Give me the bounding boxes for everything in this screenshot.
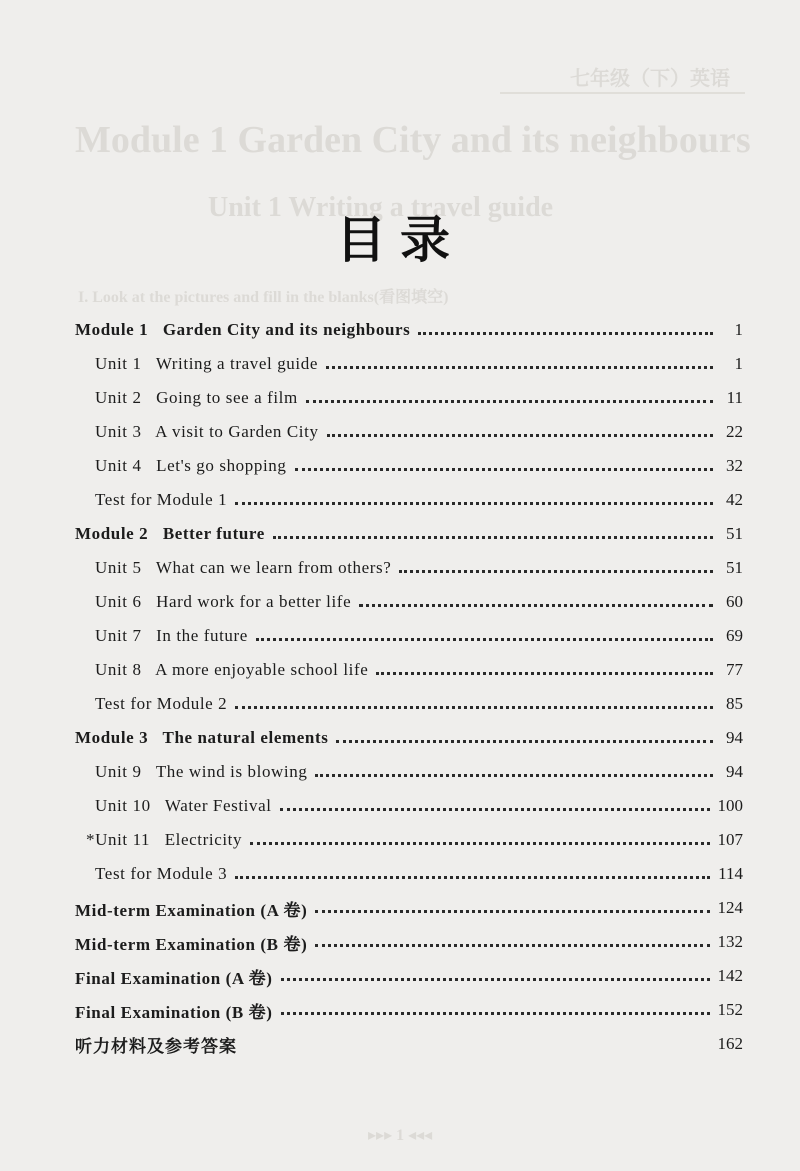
- toc-page-number: 60: [726, 592, 743, 611]
- toc-entry-title: Module 3 The natural elements: [75, 728, 329, 747]
- toc-page-number: 32: [726, 456, 743, 475]
- toc-entry-title: *Unit 11 Electricity: [86, 830, 243, 849]
- dot-leader: [250, 842, 709, 845]
- toc-entry-title: Unit 10 Water Festival: [95, 796, 272, 815]
- toc-module-entry: [75, 721, 743, 755]
- dot-leader: [315, 910, 709, 913]
- toc-module-entry: [75, 313, 743, 347]
- toc-page-number: 11: [726, 388, 743, 407]
- toc-page-number: 51: [726, 524, 743, 543]
- toc-page-number: 107: [717, 830, 743, 849]
- dot-leader: [399, 570, 713, 573]
- toc-page-number: 142: [717, 966, 743, 985]
- toc-page-number: 94: [726, 728, 743, 747]
- dot-leader: [235, 706, 713, 709]
- dot-leader: [273, 536, 713, 539]
- toc-page-number: 100: [717, 796, 743, 815]
- toc-page-number: 77: [726, 660, 743, 679]
- header-rule: [500, 92, 745, 94]
- toc-entry-title: Unit 3 A visit to Garden City: [95, 422, 319, 441]
- toc-entry: [95, 755, 743, 789]
- dot-leader: [280, 808, 710, 811]
- toc-entry-title: 听力材料及参考答案: [75, 1036, 237, 1057]
- toc-entry-title: Unit 2 Going to see a film: [95, 388, 298, 407]
- toc-entry: [95, 653, 743, 687]
- dot-leader: [235, 876, 710, 879]
- dot-leader: [315, 774, 713, 777]
- toc-page-number: 22: [726, 422, 743, 441]
- toc-entry-title: Module 1 Garden City and its neighbours: [75, 320, 411, 339]
- toc-page-number: 85: [726, 694, 743, 713]
- toc-page-number: 132: [717, 932, 743, 951]
- toc-module-entry: [75, 993, 743, 1027]
- dot-leader: [295, 468, 714, 471]
- toc-entry: [95, 687, 743, 721]
- bleed-through-module-heading: Module 1 Garden City and its neighbours: [75, 119, 751, 161]
- dot-leader: [327, 434, 713, 437]
- toc-entry-title: Module 2 Better future: [75, 524, 265, 543]
- toc-entry-title: Unit 1 Writing a travel guide: [95, 354, 318, 373]
- dot-leader: [359, 604, 713, 607]
- toc-module-entry: [75, 891, 743, 925]
- toc-entry-title: Test for Module 2: [95, 694, 228, 713]
- toc-module-entry: [75, 959, 743, 993]
- toc-entry-title: Unit 5 What can we learn from others?: [95, 558, 392, 577]
- dot-leader: [376, 672, 713, 675]
- toc-entry: [95, 449, 743, 483]
- toc-page-number: 42: [726, 490, 743, 509]
- page-title: 目录: [336, 211, 464, 269]
- toc-entry-title: Mid-term Examination (B 卷): [75, 934, 308, 954]
- toc-entry: [95, 857, 743, 891]
- toc-entry: [95, 415, 743, 449]
- toc-entry-title: Unit 7 In the future: [95, 626, 248, 645]
- dot-leader: [336, 740, 713, 743]
- dot-leader: [235, 502, 713, 505]
- toc-entry: [95, 483, 743, 517]
- toc-entry: [95, 347, 743, 381]
- dot-leader: [281, 978, 710, 981]
- bleed-through-page-number: ▸▸▸ 1 ◂◂◂: [368, 1127, 433, 1144]
- dot-leader: [418, 332, 713, 335]
- toc-entry-title: Unit 6 Hard work for a better life: [95, 592, 352, 611]
- toc-entry: [86, 823, 743, 857]
- dot-leader: [326, 366, 713, 369]
- toc-entry-title: Unit 9 The wind is blowing: [95, 762, 308, 781]
- toc-page-number: 94: [726, 762, 743, 781]
- toc-entry-title: Test for Module 1: [95, 490, 228, 509]
- toc-entry: [95, 551, 743, 585]
- toc-entry-title: Final Examination (B 卷): [75, 1002, 273, 1022]
- toc-page-number: 162: [717, 1034, 743, 1053]
- bleed-through-unit-heading: Unit 1 Writing a travel guide: [208, 192, 554, 223]
- toc-entry-title: Final Examination (A 卷): [75, 968, 273, 988]
- toc-entry-title: Mid-term Examination (A 卷): [75, 900, 308, 920]
- toc-entry: [95, 381, 743, 415]
- toc-entry: [95, 585, 743, 619]
- toc-page-number: 69: [726, 626, 743, 645]
- toc-entry: [95, 789, 743, 823]
- toc-entry-title: Unit 4 Let's go shopping: [95, 456, 287, 475]
- toc-module-entry: [75, 925, 743, 959]
- toc-page-number: 1: [734, 354, 743, 373]
- bleed-through-header: 七年级（下）英语: [570, 68, 730, 90]
- dot-leader: [306, 400, 713, 403]
- bleed-through-instruction: I. Look at the pictures and fill in the blanks(看图填空): [78, 289, 449, 306]
- toc-entry-title: Unit 8 A more enjoyable school life: [95, 660, 369, 679]
- toc-entry: [75, 1027, 743, 1061]
- dot-leader: [281, 1012, 710, 1015]
- toc-page-number: 1: [734, 320, 743, 339]
- toc-page-number: 124: [717, 898, 743, 917]
- toc-page-number: 114: [718, 864, 743, 883]
- toc-entry-title: Test for Module 3: [95, 864, 228, 883]
- dot-leader: [256, 638, 713, 641]
- toc-module-entry: [75, 517, 743, 551]
- dot-leader: [315, 944, 709, 947]
- toc-page-number: 152: [717, 1000, 743, 1019]
- toc-entry: [95, 619, 743, 653]
- toc-page-number: 51: [726, 558, 743, 577]
